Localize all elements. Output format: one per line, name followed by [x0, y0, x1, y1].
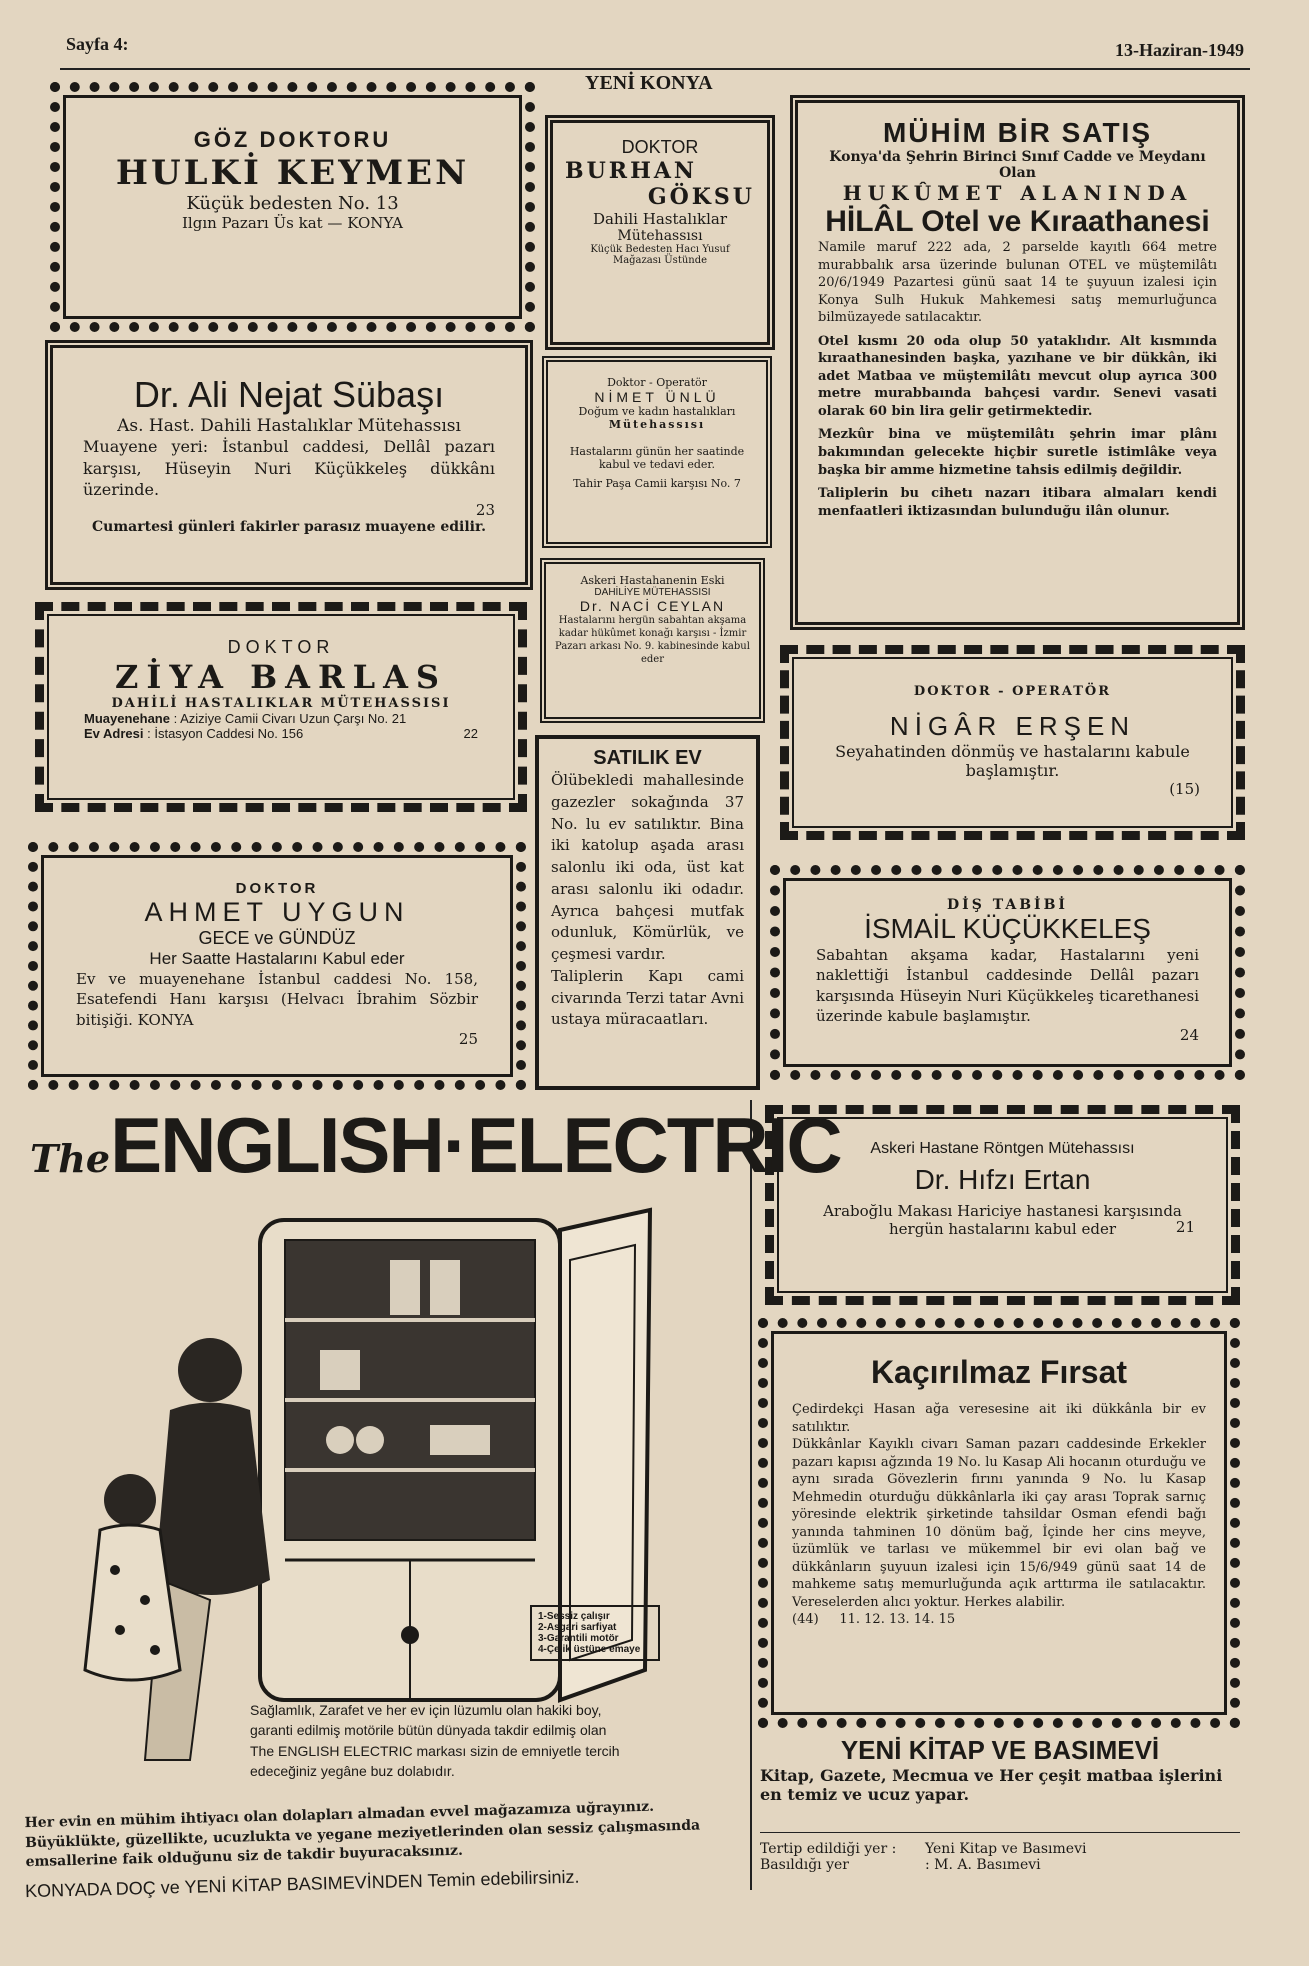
address-line: Küçük Bedesten Hacı Yusuf [590, 244, 730, 255]
doctor-name: BURHAN [565, 158, 698, 184]
brand-prefix: The [30, 1136, 111, 1181]
address-line: Ilgın Pazarı Üs kat — KONYA [182, 214, 403, 232]
specialty: Mütehassısı [608, 418, 706, 431]
ad-body: Sabahtan akşama kadar, Hastalarını yeni naklettiği İstanbul caddesinde Dellâl pazarı karşısında Hüseyin Nuri Küçükkeleş ticarethanesi üzerinde kabule başlamıştır. [816, 946, 1199, 1025]
paragraph: Mezkûr bina ve müştemilâtı şehrin imar plânı bakımından gelecekte hiçbir suretle istimlâke veya başka bir amme hizmetine tahsis edilmiş değildir. [818, 427, 1217, 478]
doctor-name: HULKİ KEYMEN [115, 153, 470, 193]
ad-title: MÜHİM BİR SATIŞ [882, 117, 1153, 148]
address-line: : İstasyon Caddesi No. 156 [147, 726, 304, 741]
address-line: : Aziziye Camii Civarı Uzun Çarşı No. 21 [173, 711, 407, 726]
lock-icon [401, 1626, 419, 1644]
ad-satilik-ev [535, 735, 760, 1090]
ad-title: SATILIK EV [593, 747, 702, 769]
ad-title: GÖZ DOKTORU [193, 127, 392, 152]
doctor-name: Dr. NACİ CEYLAN [579, 598, 726, 614]
issue-date: 13-Haziran-1949 [1115, 40, 1244, 60]
feature-box [530, 1605, 660, 1661]
colophon-value: : M. A. Basımevi [925, 1857, 1041, 1873]
address-line: Araboğlu Makası Hariciye hastanesi karşısında [823, 1202, 1182, 1220]
doctor-name: NİGÂR ERŞEN [889, 711, 1136, 741]
ad-body: Seyahatinden dönmüş ve hastalarını kabule başlamıştır. [835, 742, 1190, 780]
ad-body: Taliplerin Kapı cami civarında Terzi tatar Avni ustaya müracaatları. [551, 966, 744, 1029]
colophon [760, 1832, 1240, 1873]
label: Ev Adresi [84, 726, 144, 741]
ad-footer: KONYADA DOÇ ve YENİ KİTAP BASIMEVİNDEN Temin edebilirsiniz. [24, 1866, 580, 1902]
ad-title: DOKTOR - OPERATÖR [913, 684, 1112, 699]
ad-ziya-barlas [35, 602, 527, 812]
feature-item: 3-Garantili motör [538, 1633, 619, 1644]
ad-title: DİŞ TABİBİ [947, 897, 1068, 913]
paragraph: Taliplerin bu cihetı nazarı itibara almaları kendi menfaatleri iktizasından bulunduğu ilân olunur. [818, 486, 1217, 519]
ad-number: (44) [792, 1611, 819, 1627]
address-line: Ev ve muayenehane İstanbul caddesi No. 158, Esatefendi Hanı karşısı (Helvacı İbrahim Sözbir bitişiği. KONYA [76, 970, 478, 1029]
brand-name: ENGLISH·ELECTRIC [110, 1101, 841, 1189]
ad-title: DOKTOR [621, 137, 699, 157]
subtitle: HUKÛMET ALANINDA [842, 181, 1193, 205]
woman-figure [178, 1338, 242, 1402]
hours: GECE ve GÜNDÜZ [198, 928, 356, 948]
ad-title: DOKTOR [235, 880, 319, 897]
ad-number: 21 [1175, 1218, 1195, 1236]
specialty: As. Hast. Dahili Hastalıklar Mütehassısı [117, 416, 461, 436]
header-rule [60, 68, 1250, 70]
feature-item: 1-Sessiz çalışır [538, 1611, 610, 1622]
ad-body: Sağlamlık, Zarafet ve her ev için lüzumlu olan hakiki boy, garanti edilmiş motörile bütün dünyada takdir edilmiş olan The ENGLISH ELECTRIC markası sizin de emniyetle tercih edeceğiniz yegâne buz dolabıdır. [250, 1702, 620, 1779]
ad-yeni-kitap [760, 1735, 1240, 1804]
doctor-name: Dr. Ali Nejat Sübaşı [133, 374, 445, 415]
doctor-name: NİMET ÜNLÜ [594, 389, 720, 405]
ad-number: 23 [475, 500, 495, 519]
address-line: Hastalarını hergün sabahtan akşama kadar hükûmet konağı karşısı - İzmir Pazarı arkası No. 9. kabinesinde kabul eder [555, 615, 750, 665]
paragraph: Dükkânlar Kayıklı civarı Saman pazarı caddesinde Erkekler pazarı kapısı ağzında 19 No. lu Kasap Ali hocanın oturduğu ve aynı sırada Gövezlerin fırını yanında 9 No. lu Kasap Mehmedin oturduğu dükkânlarla iki çay arası Toprak sarnıç yöresinde elektrik şirketinde tahsildar Osman efendi bağı yanında tahminen 10 dönüm bağ, İçinde her cins meyve, üzümlük ve tarlası ve mükemmel bir evi olan bağ ve dükkânların şuyuun izalesi için 15/6/949 günü saat 14 de mahkeme satış memurluğunda açık arttırma ile satılacaktır. Vereselerden alıcı yoktur. Herkes alabilir. [792, 1437, 1206, 1611]
ad-title: Doktor - Operatör [607, 376, 707, 389]
ad-nimet-unlu [542, 356, 772, 548]
ad-nigar-ersen [780, 645, 1245, 840]
address-line: Küçük bedesten No. 13 [186, 193, 399, 214]
paragraph: Namile maruf 222 ada, 2 parselde kayıtlı 664 metre murabbalık arsa üzerinde bulunan OTEL ve müştemilâtı 20/6/1949 Pazartesi günü saat 14 te şuyuun izalesi için Konya Sulh Hukuk Mahkemesi satış memurluğunca bilmüzayede satılacaktır. [818, 240, 1217, 326]
ad-title: Askeri Hastahanenin Eski [580, 574, 725, 587]
ad-body: Kitap, Gazete, Mecmua ve Her çeşit matbaa işlerini en temiz ve ucuz yapar. [760, 1766, 1223, 1804]
specialty: DAHİLİYE MÜTEHASSISI [594, 587, 711, 598]
doctor-name: ZİYA BARLAS [115, 658, 447, 696]
ad-naci-ceylan [540, 558, 765, 723]
ad-number: 22 [463, 726, 478, 741]
newspaper-title: YENİ KONYA [585, 72, 713, 94]
colophon-label: Tertip edildiği yer : [760, 1841, 897, 1857]
ad-title: DOKTOR [227, 637, 335, 657]
column-divider [750, 1100, 752, 1890]
doctor-name: İSMAİL KÜÇÜKKELEŞ [864, 913, 1151, 944]
ad-title: Askeri Hastane Röntgen Mütehassısı [870, 1140, 1135, 1157]
ad-ahmet-uygun [28, 842, 526, 1090]
feature-item: 2-Asgari sarfiyat [538, 1622, 617, 1633]
specialty: Doğum ve kadın hastalıkları [578, 405, 736, 418]
ad-burhan-goksu [545, 115, 775, 350]
subtitle: HİLÂL Otel ve Kıraathanesi [825, 205, 1210, 238]
page-number: Sayfa 4: [66, 34, 129, 54]
paragraph: Çedirdekçi Hasan ağa veresesine ait iki dükkânla bir ev satılıktır. [792, 1402, 1206, 1435]
doctor-name: Dr. Hıfzı Ertan [914, 1164, 1091, 1195]
ad-body: Her evin en mühim ihtiyacı olan dolapları almadan evvel mağazamıza uğrayınız. Büyüklükte, güzellikte, ucuzlukta ve yegane meziyetlerinden olan sessiz çalışmasında emsallerine faik olduğunu siz de takdir buyuracaksınız. [24, 1798, 701, 1871]
note-line: Cumartesi günleri fakirler parasız muayene edilir. [92, 518, 486, 535]
feature-item: 4-Çelik üstüne emaye [538, 1644, 641, 1655]
ad-ismail-kucukkeles [770, 865, 1245, 1080]
run-dates: 11. 12. 13. 14. 15 [839, 1611, 956, 1627]
doctor-name: AHMET UYGUN [144, 897, 410, 927]
ad-ali-nejat-subasi [45, 340, 533, 590]
address-line: Tahir Paşa Camii karşısı No. 7 [573, 477, 741, 490]
ad-number: 24 [1179, 1026, 1199, 1044]
ad-number: 25 [458, 1029, 478, 1048]
hours: Hastalarını günün her saatinde [569, 445, 745, 458]
child-figure [104, 1474, 156, 1526]
specialty: DAHİLİ HASTALIKLAR MÜTEHASSISI [111, 696, 451, 711]
ad-title: Kaçırılmaz Fırsat [870, 1354, 1128, 1390]
specialty: Dahili Hastalıklar [592, 210, 728, 228]
hours: Her Saatte Hastalarını Kabul eder [149, 949, 405, 968]
subtitle: Konya'da Şehrin Birinci Sınıf Cadde ve Meydanı Olan [829, 149, 1206, 181]
ad-number: (15) [1169, 780, 1200, 798]
ad-hulki-keymen [50, 82, 535, 332]
label: Muayenehane [84, 711, 170, 726]
ad-muhim-bir-satis [790, 95, 1245, 630]
colophon-value: Yeni Kitap ve Basımevi [925, 1841, 1087, 1857]
ad-kacirilmaz-firsat [758, 1318, 1240, 1728]
hours: hergün hastalarını kabul eder [889, 1220, 1116, 1238]
ad-title: YENİ KİTAP VE BASIMEVİ [840, 1735, 1160, 1765]
colophon-label: Basıldığı yer [760, 1857, 849, 1873]
address-line: Mağazası Üstünde [612, 255, 708, 266]
ad-body: Ölübekledi mahallesinde gazezler sokağında 37 No. lu ev satılıktır. Bina iki katolup aşada arası salonlu iki oda, üst kat arası salonlu iki odadır. Ayrıca bahçesi mutfak odunluk, Kömürlük, ve çeşmesi vardır. [551, 771, 744, 963]
specialty: Mütehassısı [617, 228, 703, 244]
address-line: Muayene yeri: İstanbul caddesi, Dellâl pazarı karşısı, Hüseyin Nuri Küçükkeleş dükkânı üzerinde. [83, 437, 495, 500]
paragraph: Otel kısmı 20 oda olup 50 yataklıdır. Alt kısmında kıraathanesinden başka, yazıhane ve bir dükkân, iki adet Matbaa ve müştemilâtı mevcut olup ayrıca 300 metre murabbaında bahçesi vardır. Senevi vasati olarak 60 bin lira gelir getirmektedir. [818, 333, 1217, 419]
hours: kabul ve tedavi eder. [599, 458, 715, 471]
doctor-surname: GÖKSU [647, 184, 755, 210]
